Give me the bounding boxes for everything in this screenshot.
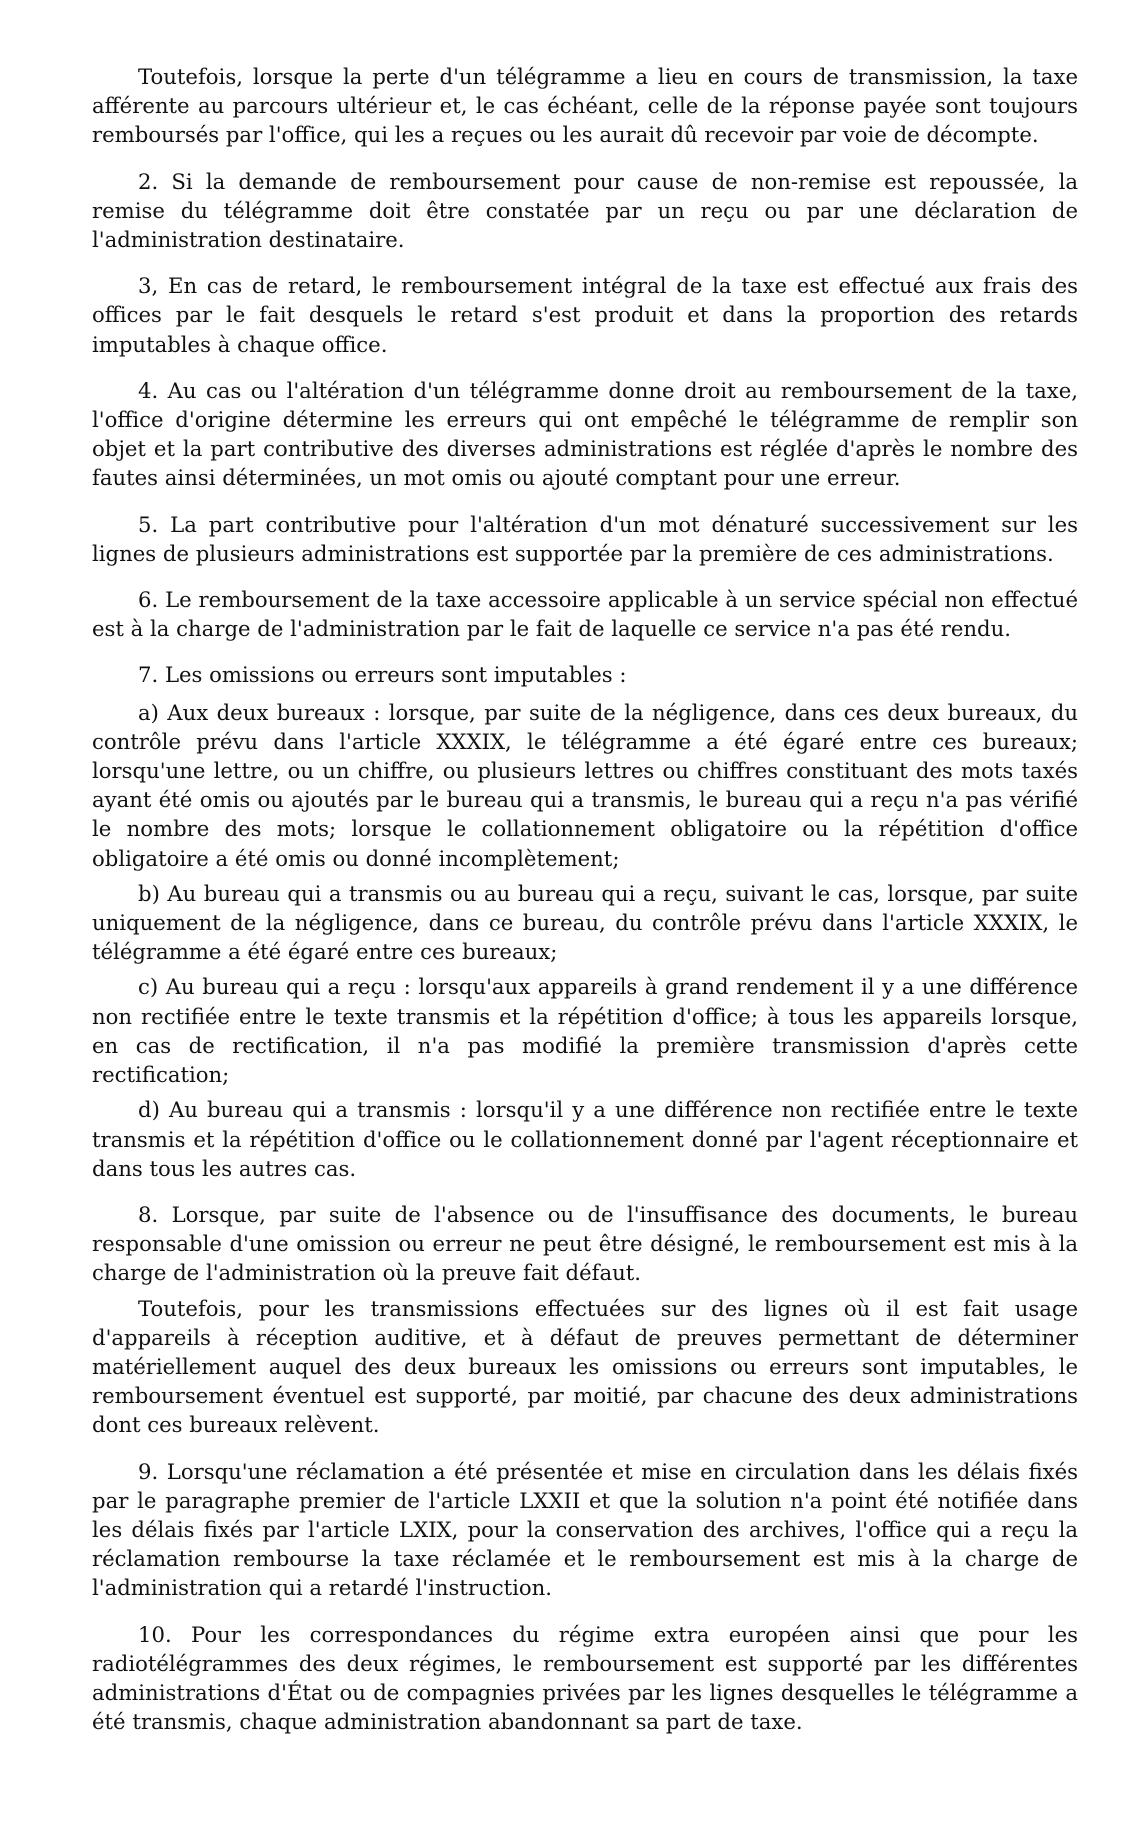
paragraph-7-a: a) Aux deux bureaux : lorsque, par suite de la négligence, dans ces deux bureaux, du contrôle prévu dans l'article XXXIX, le télégramme a été égaré entre ces bureaux; lorsqu'une lettre, ou un chiffre, ou plusieurs lettres ou chiffres constituant des mots taxés ayant été omis ou ajoutés par le bureau qui a transmis, le bureau qui a reçu n'a pas vérifié le nombre des mots; lorsque le collationnement obligatoire ou la répétition d'office obligatoire a été omis ou donné incomplètement; [92, 699, 1078, 871]
paragraph-10: 10. Pour les correspondances du régime extra européen ainsi que pour les radiotélégrammes des deux régimes, le remboursement est supporté par les différentes administrations d'État ou de compagnies privées par les lignes desquelles le télégramme a été transmis, chaque administration abandonnant sa part de taxe. [92, 1621, 1078, 1735]
paragraph-8: 8. Lorsque, par suite de l'absence ou de l'insuffisance des documents, le bureau responsable d'une omission ou erreur ne peut être désigné, le remboursement est mis à la charge de l'administration où la preuve fait défaut. [92, 1201, 1078, 1286]
paragraph-3: 3, En cas de retard, le remboursement intégral de la taxe est effectué aux frais des offices par le fait desquels le retard s'est produit et dans la proportion des retards imputables à chaque office. [92, 273, 1078, 357]
paragraph-7: 7. Les omissions ou erreurs sont imputables : [138, 662, 627, 688]
paragraph-9: 9. Lorsqu'une réclamation a été présentée et mise en circulation dans les délais fixés par le paragraphe premier de l'article LXXII et que la solution n'a point été notifiée dans les délais fixés par l'article LXIX, pour la conservation des archives, l'office qui a reçu la réclamation rembourse la taxe réclamée et le remboursement est mis à la charge de l'administration qui a retardé l'instruction. [92, 1458, 1078, 1601]
paragraph-7-d: d) Au bureau qui a transmis : lorsqu'il y a une différence non rectifiée entre le texte transmis et la répétition d'office ou le collationnement donné par l'agent réceptionnaire et dans tous les autres cas. [92, 1097, 1078, 1181]
paragraph-4: 4. Au cas ou l'altération d'un télégramme donne droit au remboursement de la taxe, l'office d'origine détermine les erreurs qui ont empêché le télégramme de remplir son objet et la part contributive des diverses administrations est réglée d'après le nombre des fautes ainsi déterminées, un mot omis ou ajouté comptant pour une erreur. [92, 377, 1078, 491]
paragraph-7-c: c) Au bureau qui a reçu : lorsqu'aux appareils à grand rendement il y a une différence non rectifiée entre le texte transmis et la répétition d'office; à tous les appareils lorsque, en cas de rectification, il n'a pas modifié la première transmission d'après cette rectification; [92, 974, 1078, 1088]
document-page [92, 62, 1078, 1753]
paragraph-7-b: b) Au bureau qui a transmis ou au bureau qui a reçu, suivant le cas, lorsque, par suite uniquement de la négligence, dans ce bureau, du contrôle prévu dans l'article XXXIX, le télégramme a été égaré entre ces bureaux; [92, 880, 1078, 965]
paragraph-6: 6. Le remboursement de la taxe accessoire applicable à un service spécial non effectué est à la charge de l'administration par le fait de laquelle ce service n'a pas été rendu. [92, 587, 1078, 642]
paragraph-continuation: Toutefois, lorsque la perte d'un télégramme a lieu en cours de transmission, la taxe afférente au parcours ultérieur et, le cas échéant, celle de la réponse payée sont toujours remboursés par l'office, qui les a reçues ou les aurait dû recevoir par voie de décompte. [92, 64, 1078, 148]
paragraph-5: 5. La part contributive pour l'altération d'un mot dénaturé successivement sur les lignes de plusieurs administrations est supportée par la première de ces administrations. [92, 511, 1078, 566]
paragraph-8-continued: Toutefois, pour les transmissions effectuées sur des lignes où il est fait usage d'appareils à réception auditive, et à défaut de preuves permettant de déterminer matériellement auquel des deux bureaux les omissions ou erreurs sont imputables, le remboursement éventuel est supporté, par moitié, par chacune des deux administrations dont ces bureaux relèvent. [92, 1295, 1078, 1438]
paragraph-2: 2. Si la demande de remboursement pour cause de non-remise est repoussée, la remise du télégramme doit être constatée par un reçu ou par une déclaration de l'administration destinataire. [92, 168, 1078, 253]
